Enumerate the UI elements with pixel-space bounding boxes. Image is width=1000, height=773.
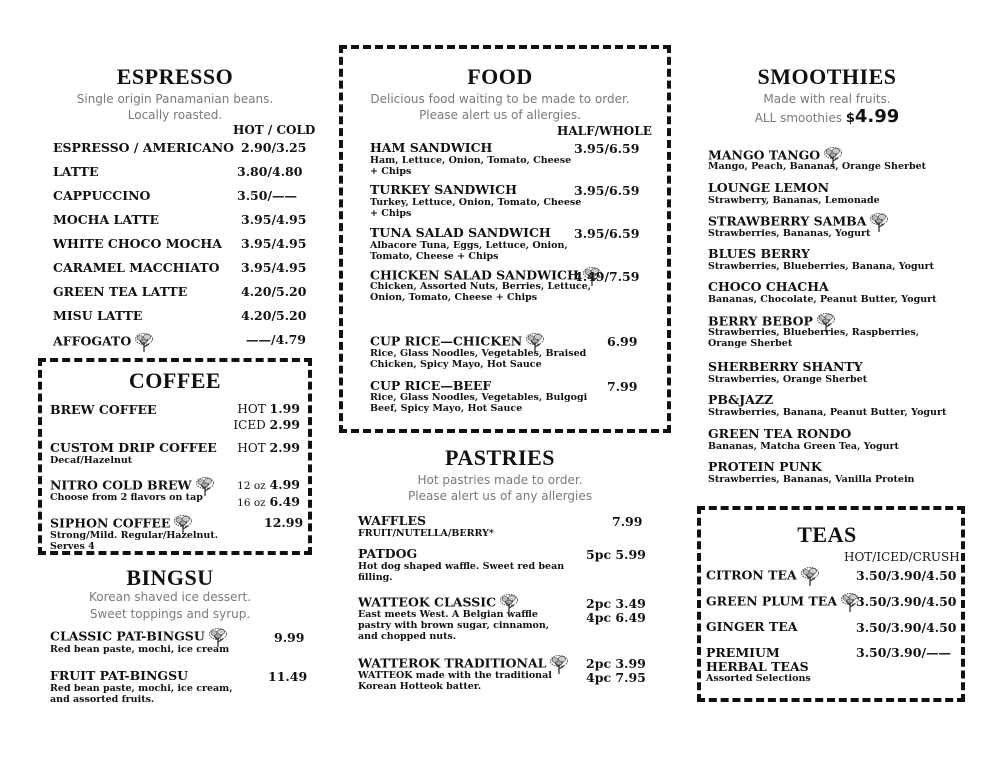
menu-item-desc: Onion, Tomato, Cheese + Chips [370, 292, 538, 303]
menu-item-desc: Orange Sherbet [708, 338, 793, 349]
menu-item-name: GINGER TEA [706, 619, 798, 634]
menu-item-desc: and assorted fruits. [50, 694, 155, 705]
menu-item-name: GREEN TEA LATTE [53, 284, 188, 299]
menu-item-desc: Strawberries, Banana, Peanut Butter, Yogurt [708, 407, 947, 418]
menu-item-desc: Assorted Selections [706, 673, 811, 684]
menu-item-price: 4.20/5.20 [241, 308, 307, 323]
menu-item-desc: Hot dog shaped waffle. Sweet red bean [358, 561, 565, 572]
smoothies-title: SMOOTHIES [757, 64, 897, 89]
all-smoothies-price: 4.99 [854, 106, 900, 127]
menu-item-price: 3.95/6.59 [574, 183, 640, 198]
price-value: 6.49 [269, 494, 300, 509]
menu-item-price: 2.90/3.25 [241, 140, 307, 155]
menu-item-price: 9.99 [274, 630, 305, 645]
menu-item-name: FRUIT PAT-BINGSU [50, 668, 189, 683]
menu-item-desc: Mango, Peach, Bananas, Orange Sherbet [708, 161, 927, 172]
menu-item-name: BREW COFFEE [50, 402, 157, 417]
teas-col-header: HOT/ICED/CRUSH [844, 550, 960, 564]
item-label: CLASSIC PAT-BINGSU [50, 628, 205, 644]
menu-item-price: 12.99 [264, 515, 304, 530]
item-label: STRAWBERRY SAMBA [708, 213, 867, 229]
menu-item-desc: filling. [358, 572, 393, 583]
bingsu-subtitle-1: Korean shaved ice dessert. [88, 590, 252, 604]
menu-item-price: 3.50/3.90/—— [856, 645, 952, 660]
item-label: MANGO TANGO [708, 147, 821, 163]
menu-item-name: TURKEY SANDWICH [370, 182, 517, 197]
menu-item-desc: + Chips [370, 166, 412, 177]
menu-item-desc: + Chips [370, 208, 412, 219]
menu-item-name: MOCHA LATTE [53, 212, 160, 227]
espresso-title: ESPRESSO [116, 64, 234, 89]
menu-item-name: LATTE [53, 164, 99, 179]
item-label: CITRON TEA [706, 567, 797, 583]
espresso-subtitle-2: Locally roasted. [127, 108, 223, 122]
menu-item-desc: East meets West. A Belgian waffle [358, 609, 538, 620]
menu-item-name: MISU LATTE [53, 308, 143, 323]
menu-item-desc: Serves 4 [50, 541, 95, 552]
menu-item-name: ESPRESSO / AMERICANO [53, 140, 235, 155]
menu-item-desc: Strawberries, Blueberries, Raspberries, [708, 327, 920, 338]
menu-item-desc: Rice, Glass Noodles, Vegetables, Braised [370, 348, 587, 359]
menu-item-price: 11.49 [268, 669, 308, 684]
menu-item-name [706, 592, 860, 612]
price-value: 1.99 [269, 401, 300, 416]
menu-item-price: 3.95/4.95 [241, 212, 307, 227]
tree-icon [134, 332, 154, 352]
menu-item-price: 2pc 3.49 [586, 596, 646, 611]
price-value: 2.99 [269, 417, 300, 432]
menu-item-desc: Korean Hotteok batter. [358, 681, 482, 692]
item-label: NITRO COLD BREW [50, 477, 192, 493]
dollar-sign: $ [845, 111, 855, 126]
menu-item-price: 4pc 6.49 [586, 610, 646, 625]
menu-item-price [225, 401, 300, 433]
food-title: FOOD [467, 64, 533, 89]
item-label: SIPHON COFFEE [50, 515, 171, 531]
menu-item-desc: Chicken, Spicy Mayo, Hot Sauce [370, 359, 542, 370]
menu-item-desc: Choose from 2 flavors on tap [50, 492, 203, 503]
pastries-subtitle-1: Hot pastries made to order. [417, 473, 583, 487]
item-label: WATTEROK TRADITIONAL [358, 655, 547, 671]
menu-item-desc: WATTEOK made with the traditional [358, 670, 552, 681]
menu-item-name: SHERBERRY SHANTY [708, 359, 863, 374]
menu-item-name: CAPPUCCINO [53, 188, 151, 203]
item-label: WATTEOK CLASSIC [358, 594, 497, 610]
menu-item-name: HAM SANDWICH [370, 140, 493, 155]
menu-item-desc: Turkey, Lettuce, Onion, Tomato, Cheese [370, 197, 582, 208]
menu-item-price [225, 440, 300, 456]
menu-item-name: LOUNGE LEMON [708, 180, 830, 195]
bingsu-subtitle-2: Sweet toppings and syrup. [89, 607, 251, 621]
price-value: 2.99 [269, 440, 300, 455]
menu-item-desc: Rice, Glass Noodles, Vegetables, Bulgogi [370, 392, 588, 403]
menu-item-price: 6.99 [607, 334, 638, 349]
price-label: 12 oz [237, 480, 266, 492]
menu-item-price: 3.95/4.95 [241, 236, 307, 251]
menu-item-price: ——/4.79 [246, 332, 307, 347]
menu-item-desc: Bananas, Matcha Green Tea, Yogurt [708, 441, 899, 452]
smoothies-all-price [712, 106, 942, 127]
item-label: BERRY BEBOP [708, 313, 813, 329]
all-smoothies-label: ALL smoothies [754, 111, 842, 125]
menu-item-price: 3.50/3.90/4.50 [856, 568, 957, 583]
menu-item-name: PB&JAZZ [708, 392, 774, 407]
menu-item-price: 2pc 3.99 [586, 656, 646, 671]
menu-item-desc: Bananas, Chocolate, Peanut Butter, Yogurt [708, 294, 937, 305]
price-label: ICED [233, 418, 266, 432]
menu-item-price: 7.99 [607, 379, 638, 394]
menu-item-desc: Decaf/Hazelnut [50, 455, 133, 466]
menu-item-desc: Beef, Spicy Mayo, Hot Sauce [370, 403, 523, 414]
menu-item-price: 4.20/5.20 [241, 284, 307, 299]
menu-item-price: 3.50/3.90/4.50 [856, 620, 957, 635]
smoothies-subtitle: Made with real fruits. [763, 92, 891, 106]
menu-item-name: PATDOG [358, 546, 418, 561]
item-label: CHICKEN SALAD SANDWICH [370, 267, 579, 283]
menu-item-desc: Ham, Lettuce, Onion, Tomato, Cheese [370, 155, 572, 166]
menu-item-name: TUNA SALAD SANDWICH [370, 225, 551, 240]
menu-item-desc: Red bean paste, mochi, ice cream, [50, 683, 233, 694]
item-label: CUP RICE—CHICKEN [370, 333, 523, 349]
food-col-header: HALF/WHOLE [557, 124, 652, 138]
menu-item-price: 4.49/7.59 [574, 269, 640, 284]
menu-item-desc: FRUIT/NUTELLA/BERRY* [358, 528, 494, 539]
menu-item-price: 3.50/—— [237, 188, 298, 203]
menu-item-name: WAFFLES [358, 513, 427, 528]
price-label: HOT [237, 402, 266, 416]
menu-item-price: 7.99 [612, 514, 643, 529]
price-value: 4.99 [269, 477, 300, 492]
menu-item-price: 3.95/6.59 [574, 226, 640, 241]
menu-item-desc: Strawberries, Blueberries, Banana, Yogurt [708, 261, 934, 272]
menu-item-desc: Red bean paste, mochi, ice cream [50, 644, 230, 655]
menu-item-name: PREMIUM [706, 645, 780, 660]
menu-item-desc: Strong/Mild. Regular/Hazelnut. [50, 530, 219, 541]
tree-icon [549, 654, 569, 674]
food-subtitle-1: Delicious food waiting to be made to order. [370, 92, 630, 106]
teas-title: TEAS [797, 522, 857, 547]
pastries-title: PASTRIES [445, 445, 555, 470]
menu-item-name: CHOCO CHACHA [708, 279, 829, 294]
menu-item-name: CUP RICE—BEEF [370, 378, 492, 393]
menu-item-desc: Strawberry, Bananas, Lemonade [708, 195, 880, 206]
menu-item-desc: Strawberries, Bananas, Yogurt [708, 228, 871, 239]
menu-item-price: 5pc 5.99 [586, 547, 646, 562]
menu-item-name: GREEN TEA RONDO [708, 426, 852, 441]
menu-item-name: BLUES BERRY [708, 246, 810, 261]
bingsu-title: BINGSU [126, 565, 214, 590]
tree-icon [869, 212, 889, 232]
item-label: AFFOGATO [53, 333, 132, 349]
menu-item-price: 3.80/4.80 [237, 164, 303, 179]
coffee-title: COFFEE [128, 368, 222, 393]
menu-item-name: HERBAL TEAS [706, 659, 809, 674]
tree-icon [800, 566, 820, 586]
menu-item-name: CARAMEL MACCHIATO [53, 260, 220, 275]
menu-item-price: 3.95/6.59 [574, 141, 640, 156]
menu-item-price: 4pc 7.95 [586, 670, 646, 685]
menu-item-name [706, 566, 820, 586]
menu-item-desc: Albacore Tuna, Eggs, Lettuce, Onion, [370, 240, 568, 251]
menu-item-desc: Chicken, Assorted Nuts, Berries, Lettuce, [370, 281, 591, 292]
menu-item-name: WHITE CHOCO MOCHA [53, 236, 222, 251]
espresso-subtitle-1: Single origin Panamanian beans. [76, 92, 274, 106]
menu-item-desc: Strawberries, Orange Sherbet [708, 374, 868, 385]
menu-item-price [225, 477, 300, 511]
menu-item-desc: pastry with brown sugar, cinnamon, [358, 620, 550, 631]
price-label: HOT [237, 441, 266, 455]
menu-item-price: 3.95/4.95 [241, 260, 307, 275]
pastries-subtitle-2: Please alert us of any allergies [408, 489, 592, 503]
espresso-col-header: HOT / COLD [233, 123, 316, 137]
menu-item-name: CUSTOM DRIP COFFEE [50, 440, 217, 455]
menu-item-name: PROTEIN PUNK [708, 459, 822, 474]
menu-item-price: 3.50/3.90/4.50 [856, 594, 957, 609]
menu-item-desc: and chopped nuts. [358, 631, 457, 642]
food-subtitle-2: Please alert us of allergies. [419, 108, 581, 122]
item-label: GREEN PLUM TEA [706, 593, 838, 609]
menu-item-desc: Tomato, Cheese + Chips [370, 251, 499, 262]
menu-item-name [53, 332, 154, 352]
price-label: 16 oz [237, 497, 266, 509]
menu-item-desc: Strawberries, Bananas, Vanilla Protein [708, 474, 915, 485]
